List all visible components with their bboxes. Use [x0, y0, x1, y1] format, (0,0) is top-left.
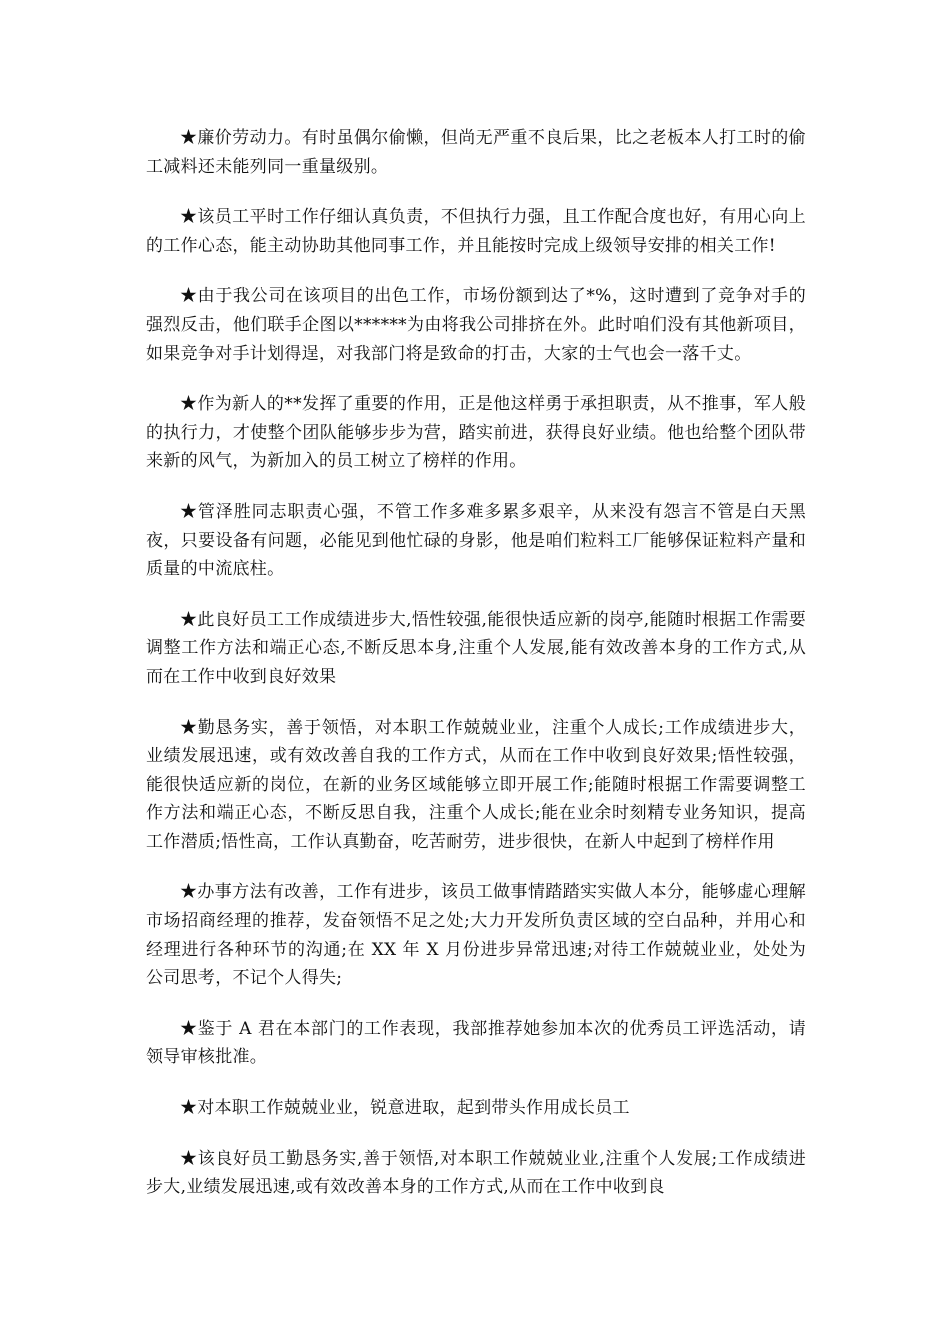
paragraph-1: ★廉价劳动力。有时虽偶尔偷懒，但尚无严重不良后果，比之老板本人打工时的偷工减料还未能列同一重量级别。: [146, 128, 806, 177]
paragraph-3: ★由于我公司在该项目的出色工作，市场份额到达了*%，这时遭到了竞争对手的强烈反击，他们联手企图以******为由将我公司排挤在外。此时咱们没有其他新项目，如果竞争对手计划得逞，对我部门将是致命的打击，大家的士气也会一落千丈。: [146, 286, 806, 364]
paragraph-7: ★勤恳务实，善于领悟，对本职工作兢兢业业，注重个人成长;工作成绩进步大，业绩发展迅速，或有效改善自我的工作方式，从而在工作中收到良好效果;悟性较强，能很快适应新的岗位，在新的业务区域能够立即开展工作;能随时根据工作需要调整工作方法和端正心态，不断反思自我，注重个人成长;能在业余时刻精专业务知识，提高工作潜质;悟性高，工作认真勤奋，吃苦耐劳，进步很快，在新人中起到了榜样作用: [146, 717, 806, 852]
paragraph-9: ★鉴于 A 君在本部门的工作表现，我部推荐她参加本次的优秀员工评选活动，请领导审核批准。: [146, 1018, 806, 1068]
document-body: [146, 124, 806, 1224]
paragraph-5: ★管泽胜同志职责心强，不管工作多难多累多艰辛，从来没有怨言不管是白天黑夜，只要设备有问题，必能见到他忙碌的身影，他是咱们粒料工厂能够保证粒料产量和质量的中流底柱。: [146, 501, 806, 580]
paragraph-4: ★作为新人的**发挥了重要的作用，正是他这样勇于承担职责，从不推事，军人般的执行力，才使整个团队能够步步为营，踏实前进，获得良好业绩。他也给整个团队带来新的风气，为新加入的员工树立了榜样的作用。: [146, 394, 806, 472]
paragraph-8: ★办事方法有改善，工作有进步，该员工做事情踏踏实实做人本分，能够虚心理解市场招商经理的推荐，发奋领悟不足之处;大力开发所负责区域的空白品种，并用心和经理进行各种环节的沟通;在 XX 年 X 月份进步异常迅速;对待工作兢兢业业，处处为公司思考，不记个人得失;: [146, 882, 806, 989]
paragraph-11: ★该良好员工勤恳务实,善于领悟,对本职工作兢兢业业,注重个人发展;工作成绩进步大,业绩发展迅速,或有效改善本身的工作方式,从而在工作中收到良: [146, 1148, 806, 1198]
paragraph-10: ★对本职工作兢兢业业，锐意进取，起到带头作用成长员工: [180, 1098, 630, 1119]
paragraph-6: ★此良好员工工作成绩进步大,悟性较强,能很快适应新的岗亭,能随时根据工作需要调整工作方法和端正心态,不断反思本身,注重个人发展,能有效改善本身的工作方式,从而在工作中收到良好效果: [146, 609, 806, 687]
paragraph-2: ★该员工平时工作仔细认真负责，不但执行力强，且工作配合度也好，有用心向上的工作心态，能主动协助其他同事工作，并且能按时完成上级领导安排的相关工作!: [146, 207, 806, 256]
